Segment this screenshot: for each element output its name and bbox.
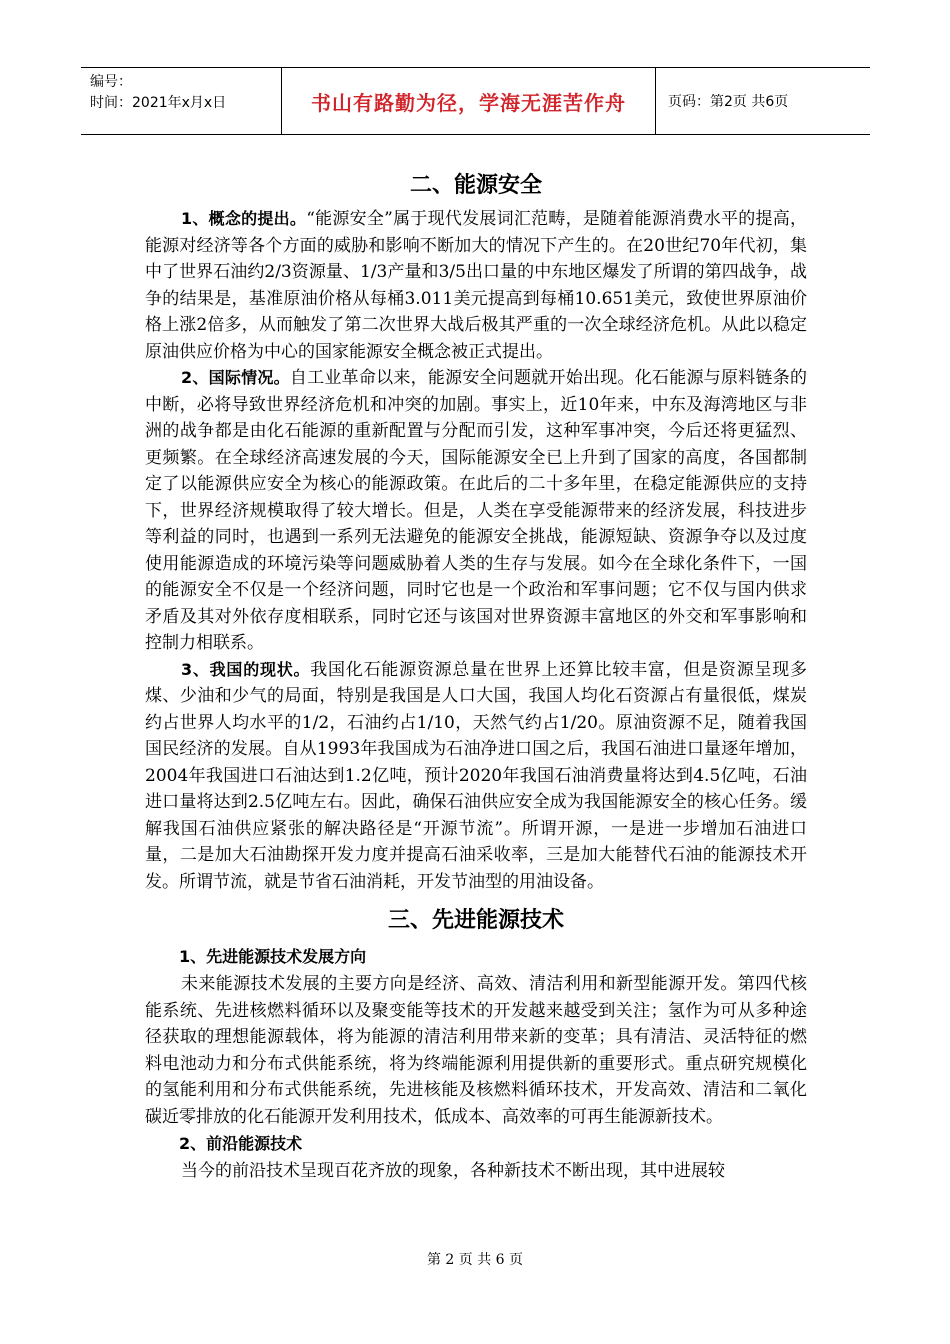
paragraph-direction: 未来能源技术发展的主要方向是经济、高效、清洁利用和新型能源开发。第四代核能系统、先进核燃料循环以及聚变能等技术的开发越来越受到关注；氢作为可从多种途径获取的理想能源载体，将为能源的清洁利用带来新的变革；具有清洁、灵活特征的燃料电池动力和分布式供能系统，将为终端能源利用提供新的重要形式。重点研究规模化的氢能利用和分布式供能系统，先进核能及核燃料循环技术，开发高效、清洁和二氧化碳近零排放的化石能源开发利用技术，低成本、高效率的可再生能源新技术。 bbox=[145, 974, 807, 1127]
header-motto: 书山有路勤为径，学海无涯苦作舟 bbox=[282, 68, 656, 134]
paragraph-frontier: 当今的前沿技术呈现百花齐放的现象，各种新技术不断出现，其中进展较 bbox=[181, 1161, 725, 1181]
paragraph-concept bbox=[145, 206, 807, 365]
paragraph-text: 自工业革命以来，能源安全问题就开始出现。化石能源与原料链条的中断，必将导致世界经济危机和冲突的加剧。事实上，近10年来，中东及海湾地区与非洲的战争都是由化石能源的重新配置与分配而引发，这种军事冲突，今后还将更猛烈、更频繁。在全球经济高速发展的今天，国际能源安全已上升到了国家的高度，各国都制定了以能源供应安全为核心的能源政策。在此后的二十多年里，在稳定能源供应的支持下，世界经济规模取得了较大增长。但是，人类在享受能源带来的经济发展，科技进步等利益的同时，也遇到一系列无法避免的能源安全挑战，能源短缺、资源争夺以及过度使用能源造成的环境污染等问题威胁着人类的生存与发展。如今在全球化条件下，一国的能源安全不仅是一个经济问题，同时它也是一个政治和军事问题；它不仅与国内供求矛盾及其对外依存度相联系，同时它还与该国对世界资源丰富地区的外交和军事影响和控制力相联系。 bbox=[145, 368, 807, 653]
header-page-info: 页码：第2页 共6页 bbox=[668, 94, 789, 110]
document-date-label: 时间：2021年x月x日 bbox=[90, 95, 227, 111]
paragraph-international bbox=[145, 365, 807, 657]
subheading-frontier: 2、前沿能源技术 bbox=[179, 1134, 303, 1153]
document-number-label: 编号： bbox=[90, 74, 132, 90]
paragraph-text: “能源安全”属于现代发展词汇范畴，是随着能源消费水平的提高，能源对经济等各个方面的威胁和影响不断加大的情况下产生的。在20世纪70年代初，集中了世界石油约2/3资源量、1/3产量和3/5出口量的中东地区爆发了所谓的第四战争，战争的结果是，基准原油价格从每桶3.011美元提高到每桶10.651美元，致使世界原油价格上涨2倍多，从而触发了第二次世界大战后极其严重的一次全球经济危机。从此以稳定原油供应价格为中心的国家能源安全概念被正式提出。 bbox=[145, 209, 807, 362]
header-table bbox=[81, 67, 870, 135]
header-meta-cell bbox=[81, 68, 282, 134]
page-footer: 第 2 页 共 6 页 bbox=[426, 1252, 524, 1268]
document-body bbox=[145, 168, 807, 1185]
paragraph-text: 我国化石能源资源总量在世界上还算比较丰富，但是资源呈现多煤、少油和少气的局面，特别是我国是人口大国，我国人均化石资源占有量很低，煤炭约占世界人均水平的1/2，石油约占1/10，天然气约占1/20。原油资源不足，随着我国国民经济的发展。自从1993年我国成为石油净进口国之后，我国石油进口量逐年增加，2004年我国进口石油达到1.2亿吨，预计2020年我国石油消费量将达到4.5亿吨，石油进口量将达到2.5亿吨左右。因此，确保石油供应安全成为我国能源安全的核心任务。缓解我国石油供应紧张的解决路径是“开源节流”。所谓开源，一是进一步增加石油进口量，二是加大石油勘探开发力度并提高石油采收率，三是加大能替代石油的能源技术开发。所谓节流，就是节省石油消耗，开发节油型的用油设备。 bbox=[145, 659, 808, 892]
paragraph-lead: 1、概念的提出。 bbox=[181, 209, 307, 228]
section-title-advanced-energy: 三、先进能源技术 bbox=[387, 908, 564, 933]
paragraph-lead: 2、国际情况。 bbox=[181, 368, 290, 387]
section-title-energy-security: 二、能源安全 bbox=[409, 173, 542, 198]
paragraph-china-status bbox=[145, 657, 807, 896]
subheading-direction: 1、先进能源技术发展方向 bbox=[179, 947, 367, 966]
paragraph-lead: 3、我国的现状。 bbox=[181, 659, 311, 679]
